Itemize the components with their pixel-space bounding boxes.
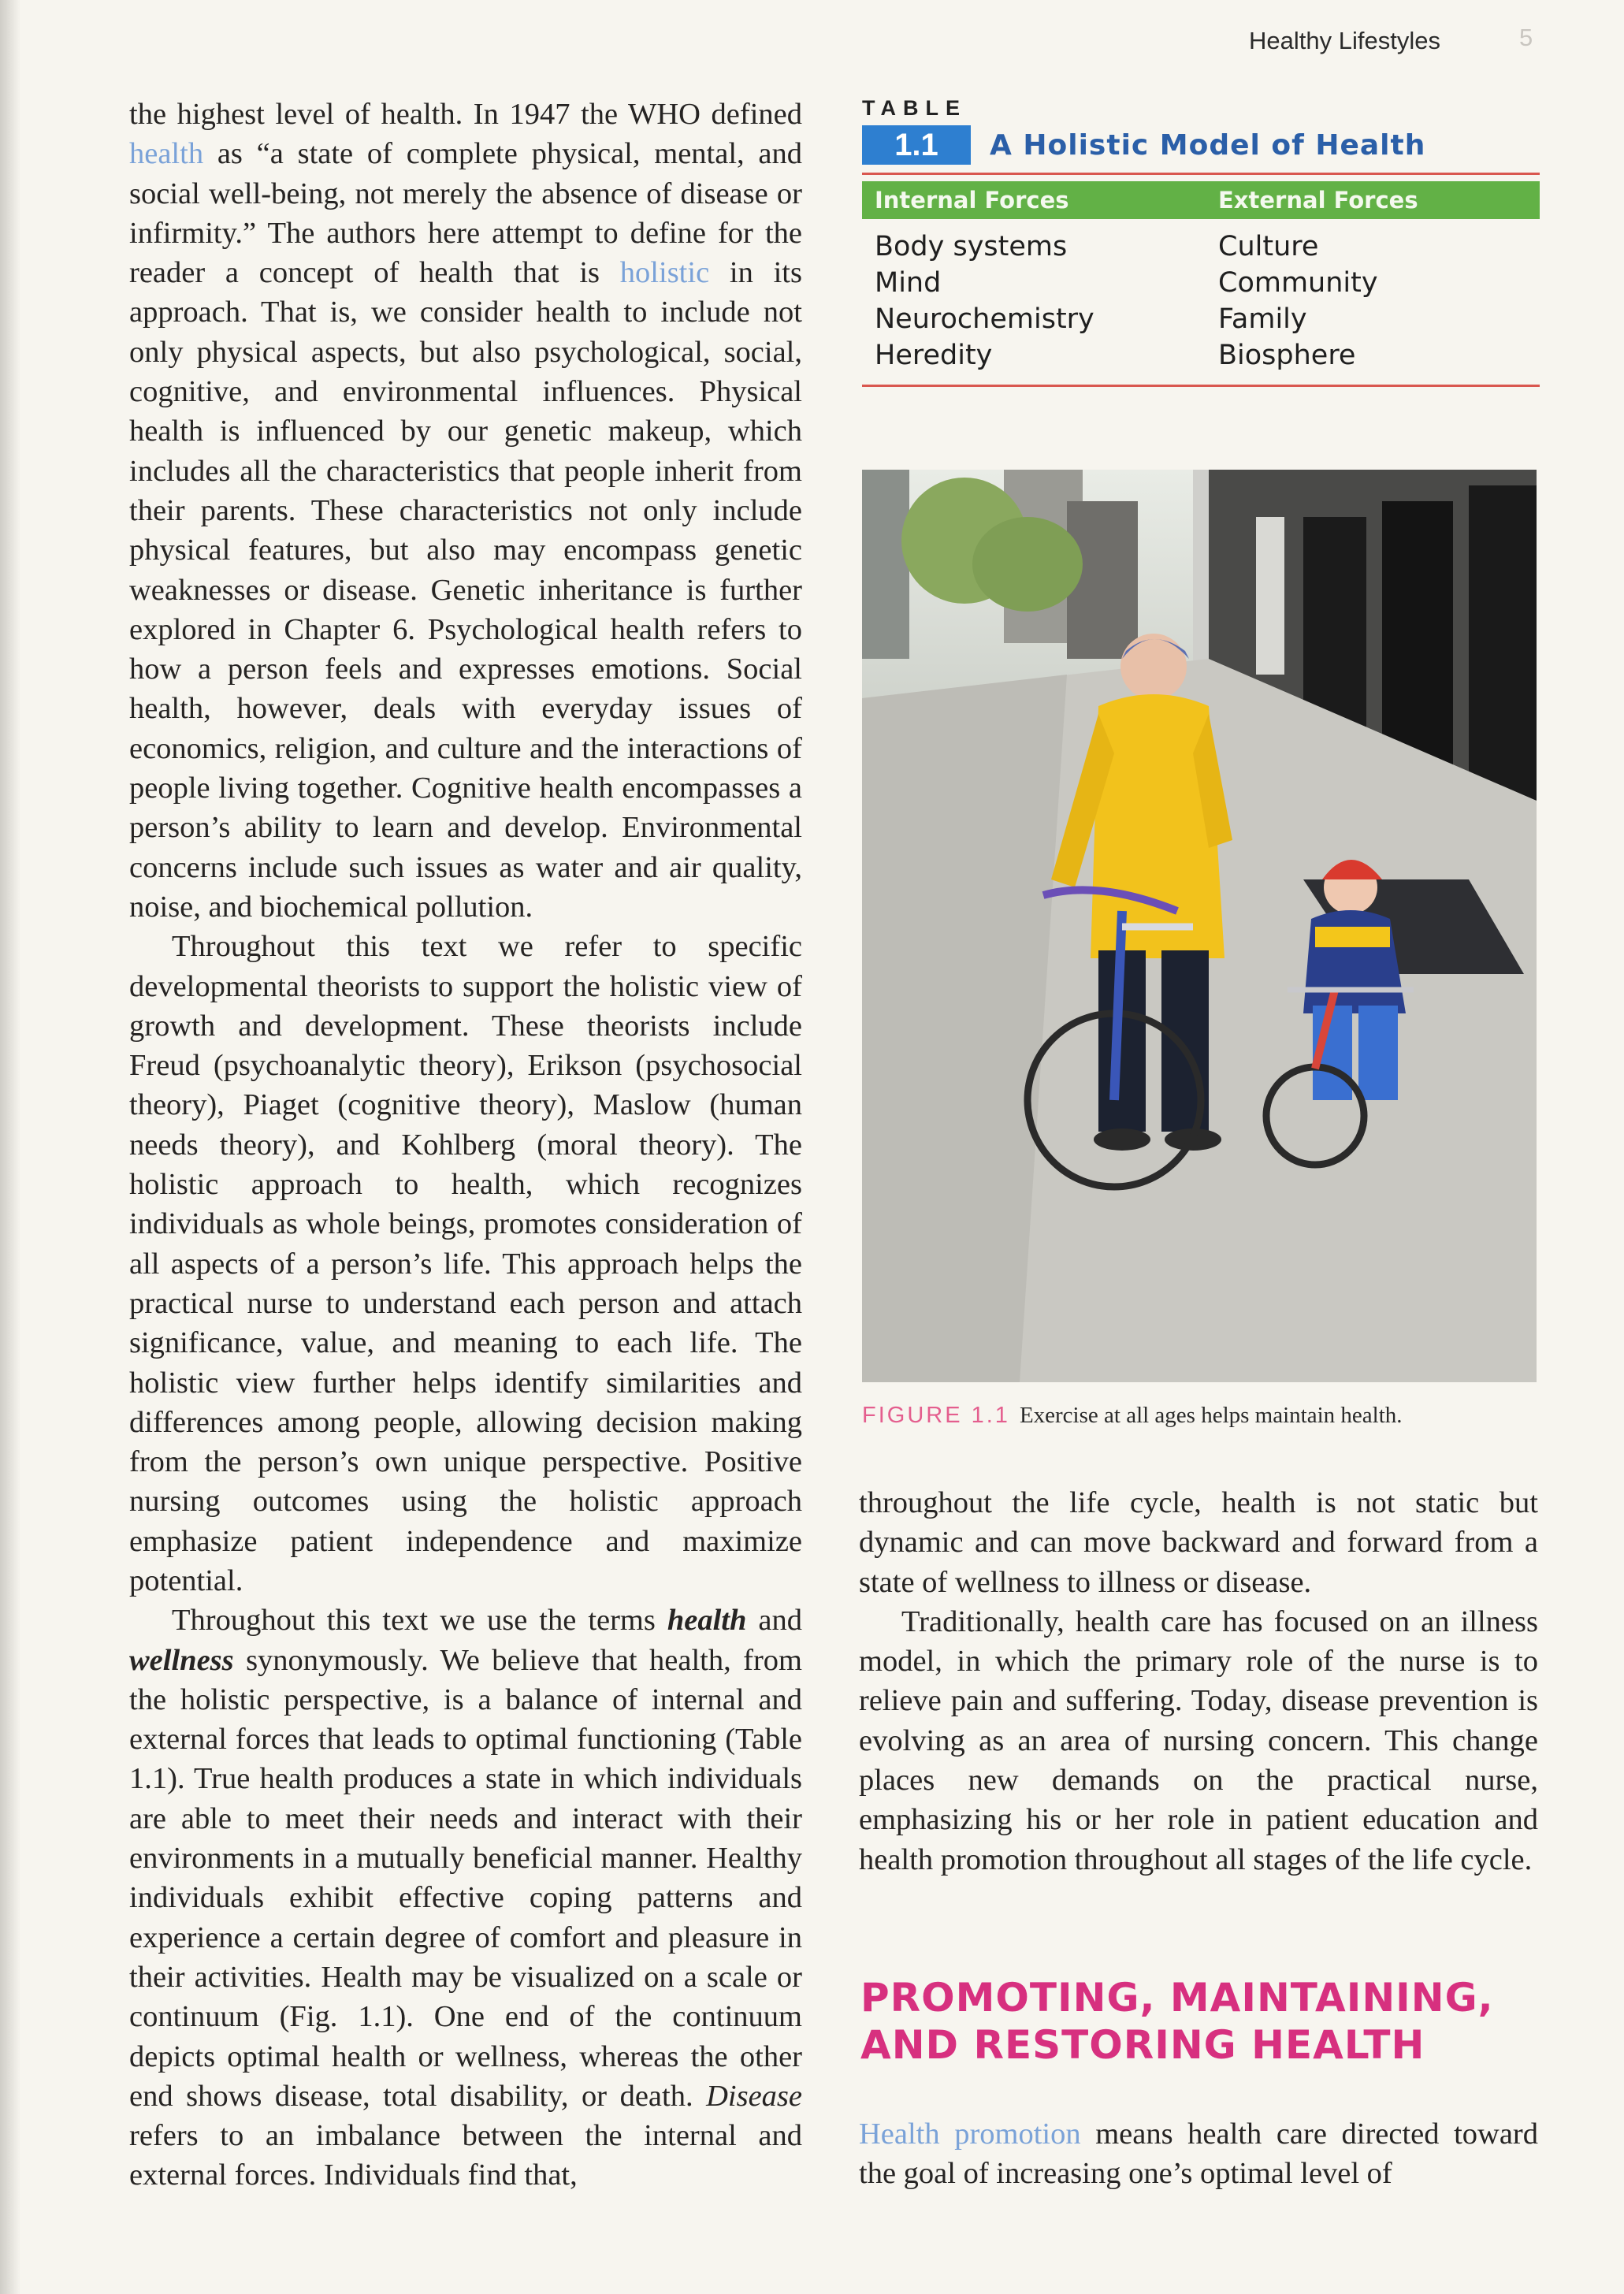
table-header-external: External Forces bbox=[1218, 187, 1418, 214]
table-header-internal: Internal Forces bbox=[875, 187, 1069, 214]
left-column bbox=[129, 95, 802, 2195]
table-bottom-rule bbox=[862, 385, 1540, 387]
street-cycling-illustration bbox=[862, 470, 1537, 1382]
table-cell: Community bbox=[1218, 267, 1378, 299]
external-forces-column bbox=[1218, 229, 1378, 374]
paragraph: Health promotion means health care directed toward the goal of increasing one’s optimal level of bbox=[859, 2117, 1538, 2191]
table-cell: Heredity bbox=[875, 340, 993, 371]
table-cell: Neurochemistry bbox=[875, 303, 1094, 335]
table-top-rule bbox=[862, 173, 1540, 175]
section-heading: PROMOTING, MAINTAINING, AND RESTORING HEALTH bbox=[860, 1975, 1494, 2068]
table-cell: Body systems bbox=[875, 231, 1068, 262]
paragraph: throughout the life cycle, health is not static but dynamic and can move backward and forward from a state of wellness to illness or disease. bbox=[859, 1486, 1538, 1599]
running-head: Healthy Lifestyles bbox=[1249, 27, 1440, 54]
figure-label: FIGURE 1.1 bbox=[862, 1403, 1010, 1428]
glossary-term-holistic: holistic bbox=[619, 256, 710, 290]
table-title-row bbox=[862, 125, 1540, 165]
paragraph: the highest level of health. In 1947 the WHO defined health as “a state of complete physical, mental, and social well-being, not merely the absence of disease or infirmity.” The authors here attempt to define for the reader a concept of health that is holistic in its approach. That is, we consider health to include not only physical aspects, but also psychological, social, cognitive, and environmental influences. Physical health is influenced by our genetic makeup, which includes all the characteristics that people inherit from their parents. These characteristics not only include physical features, but also may encompass genetic weaknesses or disease. Genetic inheritance is further explored in Chapter 6. Psychological health refers to how a person feels and expresses emotions. Social health, however, deals with everyday issues of economics, religion, and culture and the interactions of people living together. Cognitive health encompasses a person’s ability to learn and develop. Environmental concerns include such issues as water and air quality, noise, and biochemical pollution. bbox=[129, 98, 802, 924]
glossary-term-health-promotion: Health promotion bbox=[859, 2117, 1081, 2151]
page-number: 5 bbox=[1519, 24, 1533, 51]
table-title: A Holistic Model of Health bbox=[990, 128, 1426, 162]
paragraph: Traditionally, health care has focused on an illness model, in which the primary role of the nurse is to relieve pain and suffering. Today, disease prevention is evolving as an area of nursing concern. This change places new demands on the practical nurse, emphasizing his or her role in patient education and health promotion throughout all stages of the life cycle. bbox=[859, 1604, 1538, 1876]
table-cell: Culture bbox=[1218, 231, 1319, 262]
table-label: TABLE bbox=[862, 96, 967, 120]
right-column bbox=[859, 1483, 1538, 1879]
page-gutter-shadow bbox=[0, 0, 20, 2294]
glossary-term-health: health bbox=[129, 137, 204, 171]
internal-forces-column bbox=[862, 229, 1218, 374]
figure-photo bbox=[862, 470, 1537, 1382]
term-disease: Disease bbox=[706, 2079, 802, 2113]
table-header-row bbox=[862, 181, 1540, 219]
table-holistic-model bbox=[862, 96, 1540, 387]
right-column-last bbox=[859, 2114, 1538, 2194]
term-wellness: wellness bbox=[129, 1643, 234, 1677]
term-health: health bbox=[667, 1604, 747, 1638]
table-body bbox=[862, 219, 1540, 385]
table-number: 1.1 bbox=[862, 125, 971, 165]
table-cell: Family bbox=[1218, 303, 1307, 335]
figure-caption bbox=[862, 1403, 1403, 1429]
paragraph: Throughout this text we refer to specific developmental theorists to support the holistic view of growth and development. These theorists include Freud (psychoanalytic theory), Erikson (psychosocial theory), Piaget (cognitive theory), Maslow (human needs theory), and Kohlberg (moral theory). The holistic approach to health, which recognizes individuals as whole beings, promotes consideration of all aspects of a person’s life. This approach helps the practical nurse to understand each person and attach significance, value, and meaning to each life. The holistic view further helps identify similarities and differences among people, allowing decision making from the person’s own unique perspective. Positive nursing outcomes using the holistic approach emphasize patient independence and maximize potential. bbox=[129, 930, 802, 1597]
table-cell: Mind bbox=[875, 267, 942, 299]
table-cell: Biosphere bbox=[1218, 340, 1356, 371]
paragraph: Throughout this text we use the terms health and wellness synonymously. We believe that health, from the holistic perspective, is a balance of internal and external forces that leads to optimal functioning (Table 1.1). True health produces a state in which individuals are able to meet their needs and interact with their environments in a mutually beneficial manner. Healthy individuals exhibit effective coping patterns and experience a certain degree of comfort and pleasure in their activities. Health may be visualized on a scale or continuum (Fig. 1.1). One end of the continuum depicts optimal health or wellness, whereas the other end shows disease, total disability, or death. Disease refers to an imbalance between the internal and external forces. Individuals find that, bbox=[129, 1604, 802, 2192]
figure-caption-text: Exercise at all ages helps maintain health. bbox=[1019, 1403, 1403, 1428]
